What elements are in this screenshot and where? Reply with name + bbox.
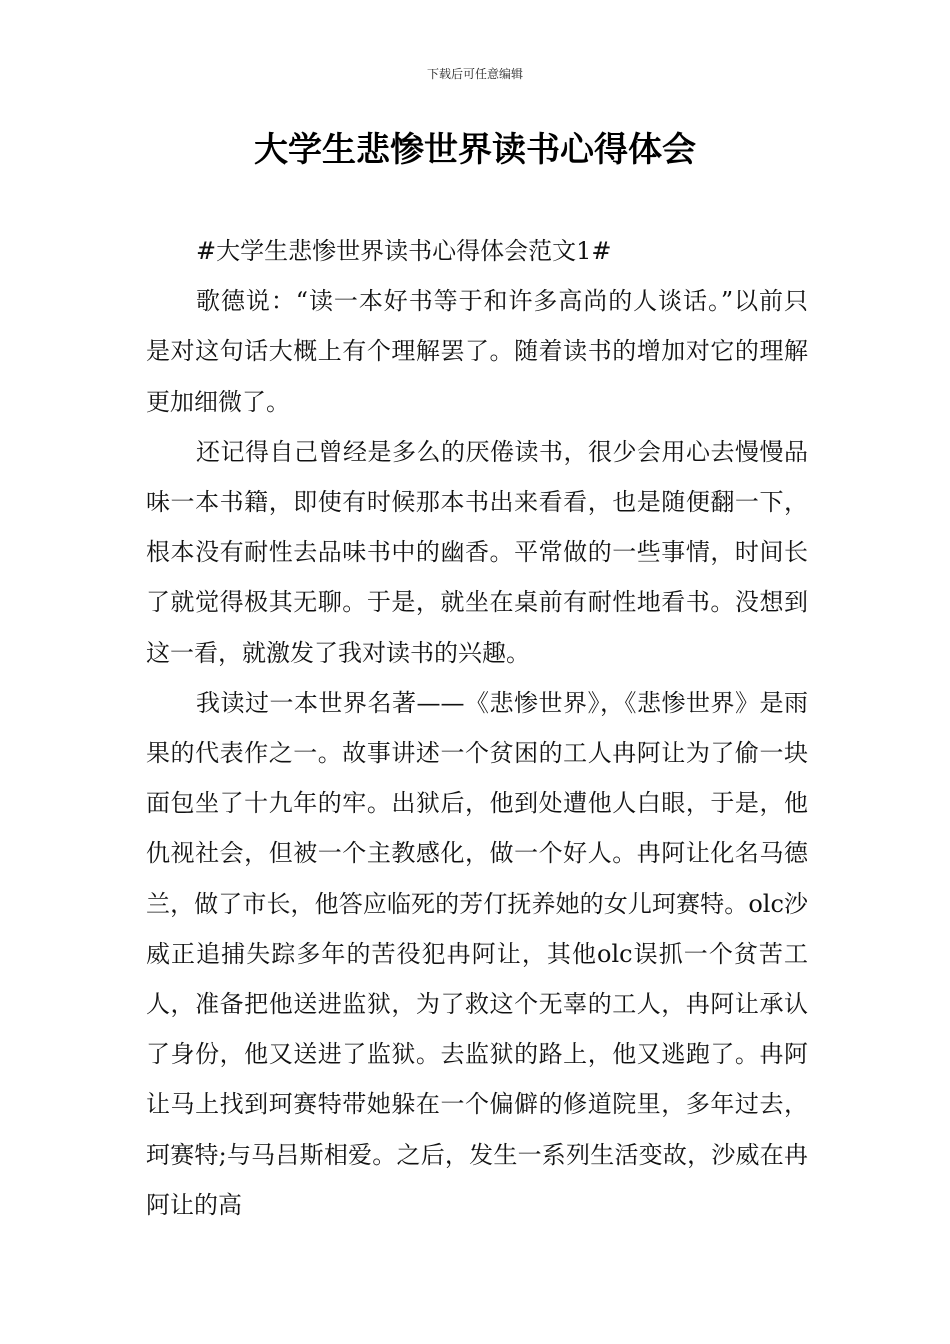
document-title: 大学生悲惨世界读书心得体会	[254, 130, 696, 170]
document-body	[146, 226, 808, 1230]
paragraph-subheading: #大学生悲惨世界读书心得体会范文1#	[196, 237, 612, 265]
header-note: 下载后可任意编辑	[426, 67, 523, 81]
paragraph: 我读过一本世界名著——《悲惨世界》，《悲惨世界》是雨果的代表作之一。故事讲述一个贫困的工人冉阿让为了偷一块面包坐了十九年的牢。出狱后，他到处遭他人白眼，于是，他仇视社会，但被一个主教感化，做一个好人。冉阿让化名马德兰，做了市长，他答应临死的芳仃抚养她的女儿珂赛特。olc沙威正追捕失踪多年的苦役犯冉阿让，其他olc误抓一个贫苦工人，准备把他送进监狱，为了救这个无辜的工人，冉阿让承认了身份，他又送进了监狱。去监狱的路上，他又逃跑了。冉阿让马上找到珂赛特带她躲在一个偏僻的修道院里，多年过去，珂赛特;与马吕斯相爱。之后，发生一系列生活变故，沙威在冉阿让的高	[146, 688, 808, 1219]
paragraph: 歌德说：“读一本好书等于和许多高尚的人谈话。”以前只是对这句话大概上有个理解罢了。随着读书的增加对它的理解更加细微了。	[146, 287, 808, 416]
paragraph: 还记得自己曾经是多么的厌倦读书，很少会用心去慢慢品味一本书籍，即使有时候那本书出来看看，也是随便翻一下，根本没有耐性去品味书中的幽香。平常做的一些事情，时间长了就觉得极其无聊。于是，就坐在桌前有耐性地看书。没想到这一看，就激发了我对读书的兴趣。	[146, 437, 808, 667]
